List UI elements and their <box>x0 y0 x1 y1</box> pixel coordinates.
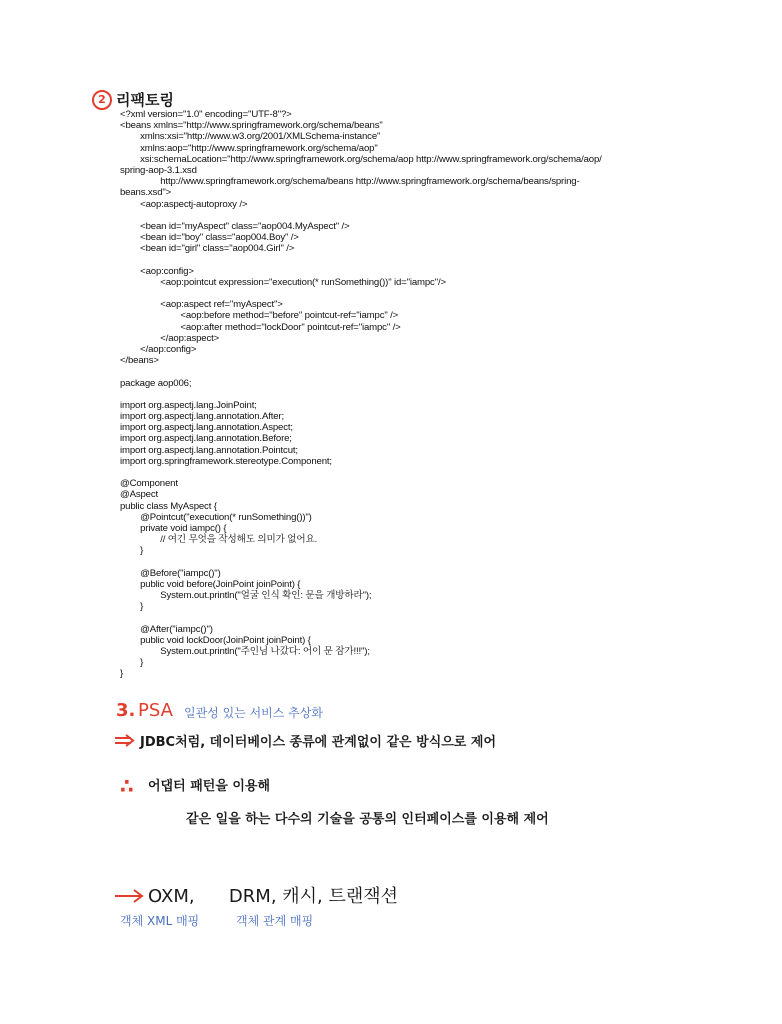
code-line: import org.aspectj.lang.annotation.Aspect; <box>120 422 293 434</box>
code-line: </beans> <box>120 355 159 367</box>
code-line: package aop006; <box>120 377 192 389</box>
code-line: public void before(JoinPoint joinPoint) { <box>120 578 301 590</box>
code-line: http://www.springframework.org/schema/beans http://www.springframework.org/schema/beans/spring- <box>120 176 580 188</box>
code-line: <aop:aspect ref="myAspect"> <box>120 299 283 311</box>
code-line: <?xml version="1.0" encoding="UTF-8"?> <box>120 109 292 120</box>
arrow-right-icon <box>114 888 144 904</box>
code-line: <bean id="myAspect" class="aop004.MyAspect" /> <box>120 220 350 232</box>
code-line: } <box>120 545 144 557</box>
psa-description: 일관성 있는 서비스 추상화 <box>184 706 323 720</box>
code-line: } <box>120 657 144 669</box>
code-line: xsi:schemaLocation="http://www.springframework.org/schema/aop http://www.springframework.org/schema/aop/ <box>120 153 602 165</box>
code-line <box>120 366 660 377</box>
arrow-icon <box>114 734 136 748</box>
oxm-line: OXM, DRM, 캐시, 트랜잭션 <box>148 886 399 907</box>
code-line: import org.aspectj.lang.annotation.After; <box>120 411 284 423</box>
code-line: } <box>120 668 124 680</box>
adapter-note: 어댑터 패턴을 이용해 <box>148 779 271 794</box>
psa-label: PSA <box>138 700 173 721</box>
code-line: import org.springframework.stereotype.Component; <box>120 455 332 467</box>
code-line: import org.aspectj.lang.annotation.Pointcut; <box>120 444 298 456</box>
code-line: @Component <box>120 478 178 490</box>
code-line: import org.aspectj.lang.JoinPoint; <box>120 399 257 411</box>
code-line: private void iampc() { <box>120 522 227 534</box>
code-line <box>120 612 660 623</box>
code-block <box>120 109 660 680</box>
section-title: 리팩토링 <box>116 91 174 109</box>
code-line: @Pointcut("execution(* runSomething())") <box>120 511 312 523</box>
code-line: <aop:aspectj-autoproxy /> <box>120 198 248 210</box>
code-line <box>120 467 660 478</box>
code-line: @Aspect <box>120 489 159 501</box>
code-line: beans.xsd"> <box>120 187 172 199</box>
code-line: xmlns:xsi="http://www.w3.org/2001/XMLSchema-instance" <box>120 131 381 143</box>
adapter-detail: 같은 일을 하는 다수의 기술을 공통의 인터페이스를 이용해 제어 <box>186 812 549 827</box>
code-line <box>120 389 660 400</box>
code-line <box>120 288 660 299</box>
code-line: } <box>120 601 144 613</box>
code-line: </aop:aspect> <box>120 332 220 344</box>
code-line: System.out.println("주인님 나갔다: 어이 문 잠가!!!"); <box>120 646 370 657</box>
code-line <box>120 557 660 568</box>
code-line: spring-aop-3.1.xsd <box>120 164 197 176</box>
code-line <box>120 210 660 221</box>
psa-number: 3. <box>116 700 136 721</box>
code-line: public void lockDoor(JoinPoint joinPoint) { <box>120 634 311 646</box>
code-line: </aop:config> <box>120 343 197 355</box>
jdbc-note: JDBC처럼, 데이터베이스 종류에 관계없이 같은 방식으로 제어 <box>140 735 497 750</box>
code-line: <bean id="girl" class="aop004.Girl" /> <box>120 243 295 255</box>
code-line: @After("iampc()") <box>120 623 213 635</box>
oxm-description: 객체 XML 매핑 <box>120 914 200 928</box>
code-line: <aop:before method="before" pointcut-ref="iampc" /> <box>120 310 399 322</box>
code-line: public class MyAspect { <box>120 500 217 512</box>
orm-description: 객체 관계 매핑 <box>236 914 314 928</box>
code-line: System.out.println("얼굴 인식 확인: 문을 개방하라"); <box>120 590 372 602</box>
code-line: <aop:pointcut expression="execution(* runSomething())" id="iampc"/> <box>120 276 446 288</box>
code-line: xmlns:aop="http://www.springframework.org/schema/aop" <box>120 142 378 154</box>
section-number-badge: 2 <box>92 90 112 110</box>
code-line: <beans xmlns="http://www.springframework.org/schema/beans" <box>120 120 383 132</box>
code-line: <bean id="boy" class="aop004.Boy" /> <box>120 232 299 244</box>
code-line <box>120 254 660 265</box>
code-line: @Before("iampc()") <box>120 567 221 579</box>
code-line: <aop:config> <box>120 265 194 277</box>
code-line: <aop:after method="lockDoor" pointcut-ref="iampc" /> <box>120 321 401 333</box>
code-line: // 여긴 무엇을 작성해도 의미가 없어요. <box>120 534 318 546</box>
therefore-icon: ∴ <box>120 774 134 798</box>
code-line: import org.aspectj.lang.annotation.Before; <box>120 433 292 445</box>
